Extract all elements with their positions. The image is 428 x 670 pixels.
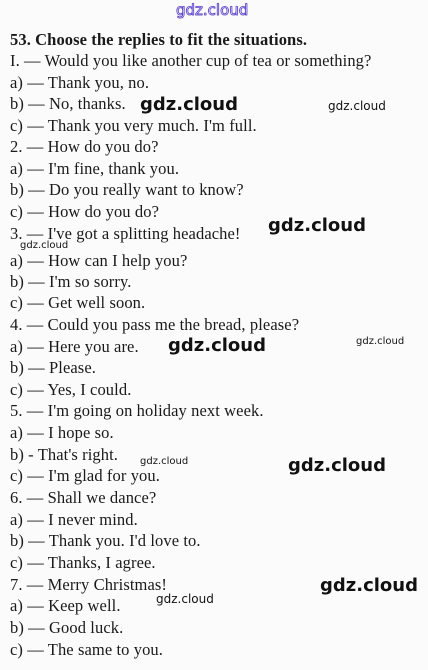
item-2-option-a: a) — I'm fine, thank you. <box>10 159 180 178</box>
item-6-option-c: c) — Thanks, I agree. <box>10 553 156 572</box>
item-7-option-b: b) — Good luck. <box>10 618 124 637</box>
item-7-option-c: c) — The same to you. <box>10 640 164 659</box>
item-3-option-a: a) — How can I help you? <box>10 251 188 270</box>
watermark: gdz.cloud <box>288 455 386 476</box>
item-7-option-a: a) — Keep well. <box>10 596 121 615</box>
item-2-option-b: b) — Do you really want to know? <box>10 180 244 199</box>
item-4-option-b: b) — Please. <box>10 358 96 377</box>
item-3-prompt: 3. — I've got a splitting headache! <box>10 224 241 243</box>
exercise-title: 53. Choose the replies to fit the situations. <box>10 30 308 49</box>
item-5-option-a: a) — I hope so. <box>10 423 114 442</box>
item-7-prompt: 7. — Merry Christmas! <box>10 575 167 594</box>
item-4-option-c: c) — Yes, I could. <box>10 380 132 399</box>
item-1-option-b: b) — No, thanks. <box>10 94 126 113</box>
item-3-option-b: b) — I'm so sorry. <box>10 272 132 291</box>
item-6-option-a: a) — I never mind. <box>10 510 138 529</box>
watermark: gdz.cloud <box>168 335 266 356</box>
item-5-prompt: 5. — I'm going on holiday next week. <box>10 401 264 420</box>
watermark: gdz.cloud <box>268 215 366 236</box>
item-6-option-b: b) — Thank you. I'd love to. <box>10 531 201 550</box>
watermark: gdz.cloud <box>140 456 189 467</box>
item-4-prompt: 4. — Could you pass me the bread, please? <box>10 315 300 334</box>
item-5-option-b: b) - That's right. <box>10 445 119 464</box>
item-2-prompt: 2. — How do you do? <box>10 137 159 156</box>
item-5-option-c: c) — I'm glad for you. <box>10 466 160 485</box>
watermark: gdz.cloud <box>140 94 238 115</box>
header-watermark: gdz.cloud <box>176 1 249 19</box>
watermark: gdz.cloud <box>20 240 69 251</box>
watermark: gdz.cloud <box>156 592 214 606</box>
item-2-option-c: c) — How do you do? <box>10 202 159 221</box>
item-1-prompt: I. — Would you like another cup of tea or something? <box>10 51 372 70</box>
watermark: gdz.cloud <box>320 575 418 596</box>
item-1-option-a: a) — Thank you, no. <box>10 73 150 92</box>
item-6-prompt: 6. — Shall we dance? <box>10 488 157 507</box>
item-3-option-c: c) — Get well soon. <box>10 293 146 312</box>
item-1-option-c: c) — Thank you very much. I'm full. <box>10 116 257 135</box>
watermark: gdz.cloud <box>356 336 405 347</box>
watermark: gdz.cloud <box>328 99 386 113</box>
item-4-option-a: a) — Here you are. <box>10 337 139 356</box>
